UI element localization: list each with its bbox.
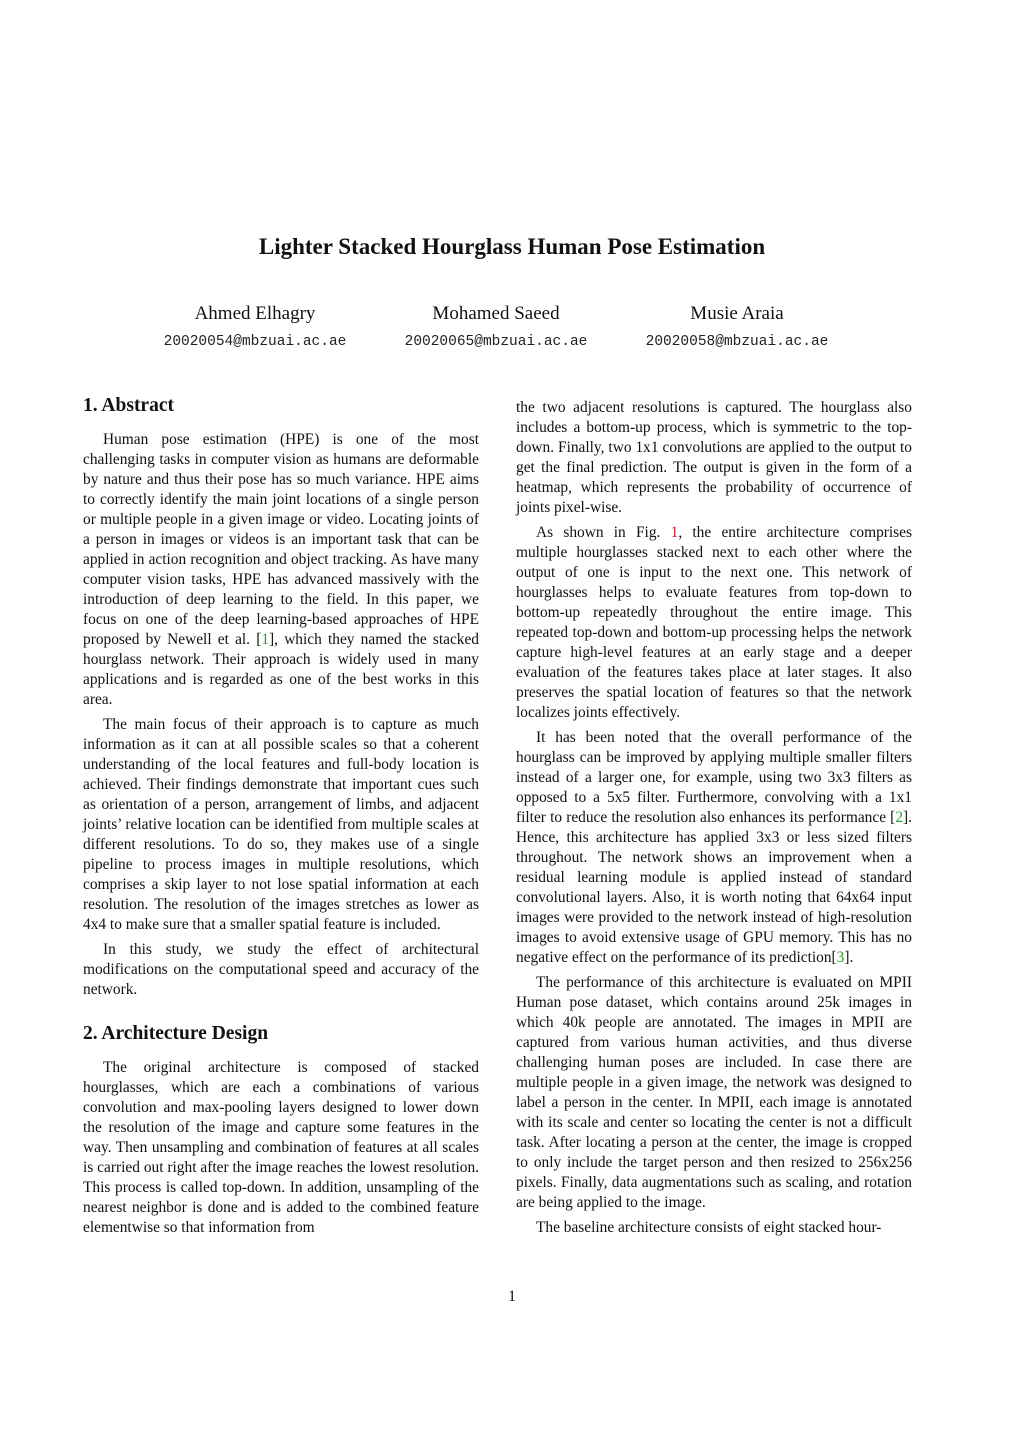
- citation-link[interactable]: 1: [261, 631, 270, 648]
- text-run: ].: [844, 949, 854, 966]
- author-block: [135, 302, 375, 352]
- author-name: Mohamed Saeed: [432, 303, 560, 324]
- architecture-heading: 2. Architecture Design: [83, 1023, 269, 1044]
- architecture-paragraph-1-continued: the two adjacent resolutions is captured. The hourglass also includes a bottom-up process, which is symmetric to the top-down. Finally, two 1x1 convolutions are applied to the output to get the final prediction. The output is given in the form of a heatmap, which represents the probability of occurrence of joints pixel-wise.: [516, 399, 912, 516]
- abstract-heading: 1. Abstract: [83, 395, 174, 416]
- author-name: Ahmed Elhagry: [194, 303, 316, 324]
- text-run: ], which they named the stacked hourglass network. Their approach is widely used in many applications and is regarded as one of the best works in this area.: [83, 631, 479, 708]
- architecture-paragraph-3: [516, 728, 912, 968]
- architecture-paragraph-4: The performance of this architecture is evaluated on MPII Human pose dataset, which contains around 25k images in which 40k people are annotated. The images in MPII are captured from various human activities, and thus diverse challenging human poses are included. In case there are multiple people in a given image, the network was designed to label a person in the center. In MPII, each image is annotated with its scale and center so locating the center is not a difficult task. After locating a person at the center, the image is cropped to only include the target person and then resized to 256x256 pixels. Finally, data augmentations such as scaling, and rotation are being applied to the image.: [516, 974, 912, 1211]
- page-number: 1: [508, 1288, 516, 1305]
- right-column: [516, 398, 912, 1238]
- citation-link[interactable]: 2: [895, 809, 904, 826]
- text-run: Human pose estimation (HPE) is one of the most challenging tasks in computer vision as humans are deformable by nature and thus their pose has so much variance. HPE aims to correctly identify the main joint locations of a single person or multiple people in a given image or video. Locating joints of a person in images or videos is an important task that can be applied in action recognition and object tracking. As have many computer vision tasks, HPE has advanced massively with the introduction of deep learning to the field. In this paper, we focus on one of the deep learning-based approaches of HPE proposed by Newell et al. [: [83, 431, 479, 648]
- abstract-paragraph-1: [83, 430, 479, 710]
- author-email: 20020065@mbzuai.ac.ae: [404, 334, 588, 350]
- left-column: [83, 394, 479, 1238]
- author-list: [135, 302, 857, 352]
- paper-title: Lighter Stacked Hourglass Human Pose Estimation: [258, 234, 766, 259]
- abstract-paragraph-3: In this study, we study the effect of architectural modifications on the computational speed and accuracy of the network.: [83, 941, 479, 998]
- author-block: [617, 302, 857, 352]
- text-run: As shown in Fig.: [536, 524, 671, 541]
- figure-reference-link[interactable]: 1: [670, 524, 679, 541]
- author-block: [376, 302, 616, 352]
- text-run: , the entire architecture comprises multiple hourglasses stacked next to each other where the output of one is input to the next one. This network of hourglasses helps to evaluate features from top-down to bottom-up repeatedly throughout the entire image. This repeated top-down and bottom-up processing helps the network capture high-level features at an early stage and a deeper evaluation of the features takes place at later stages. It also preserves the spatial location of features so that the network localizes joints effectively.: [516, 524, 912, 721]
- architecture-paragraph-2: [516, 523, 912, 723]
- abstract-paragraph-2: The main focus of their approach is to capture as much information as it can at all possible scales so that a coherent understanding of the local features and full-body location is achieved. Their findings demonstrate that important cues such as orientation of a person, arrangement of limbs, and adjacent joints’ relative location can be identified from multiple scales at different resolutions. To do so, they makes use of a single pipeline to process images in multiple resolutions, which comprises a skip layer to not lose spatial information at each resolution. The resolution of the images stretches as lower as 4x4 to make sure that a smaller spatial feature is included.: [83, 716, 479, 933]
- author-email: 20020058@mbzuai.ac.ae: [645, 334, 829, 350]
- architecture-paragraph-5: The baseline architecture consists of eight stacked hour-: [536, 1219, 882, 1236]
- architecture-paragraph-1: The original architecture is composed of stacked hourglasses, which are each a combinations of various convolution and max-pooling layers designed to lower down the resolution of the image and capture some features in the way. Then unsampling and combination of features at all scales is carried out right after the image reaches the lowest resolution. This process is called top-down. In addition, unsampling of the nearest neighbor is done and is added to the combined feature elementwise so that information from: [83, 1059, 479, 1236]
- author-email: 20020054@mbzuai.ac.ae: [163, 334, 347, 350]
- text-run: It has been noted that the overall performance of the hourglass can be improved by applying multiple smaller filters instead of a larger one, for example, using two 3x3 filters as opposed to a 5x5 filter. Furthermore, convolving with a 1x1 filter to reduce the resolution also enhances its performance [: [516, 729, 912, 826]
- citation-link[interactable]: 3: [836, 949, 845, 966]
- author-name: Musie Araia: [690, 303, 784, 324]
- text-run: ]. Hence, this architecture has applied 3x3 or less sized filters throughout. The network shows an improvement when a residual learning module is applied instead of standard convolutional layers. Also, it is worth noting that 64x64 input images were provided to the network instead of high-resolution images to avoid extensive usage of GPU memory. This has no negative effect on the performance of its prediction[: [516, 809, 912, 966]
